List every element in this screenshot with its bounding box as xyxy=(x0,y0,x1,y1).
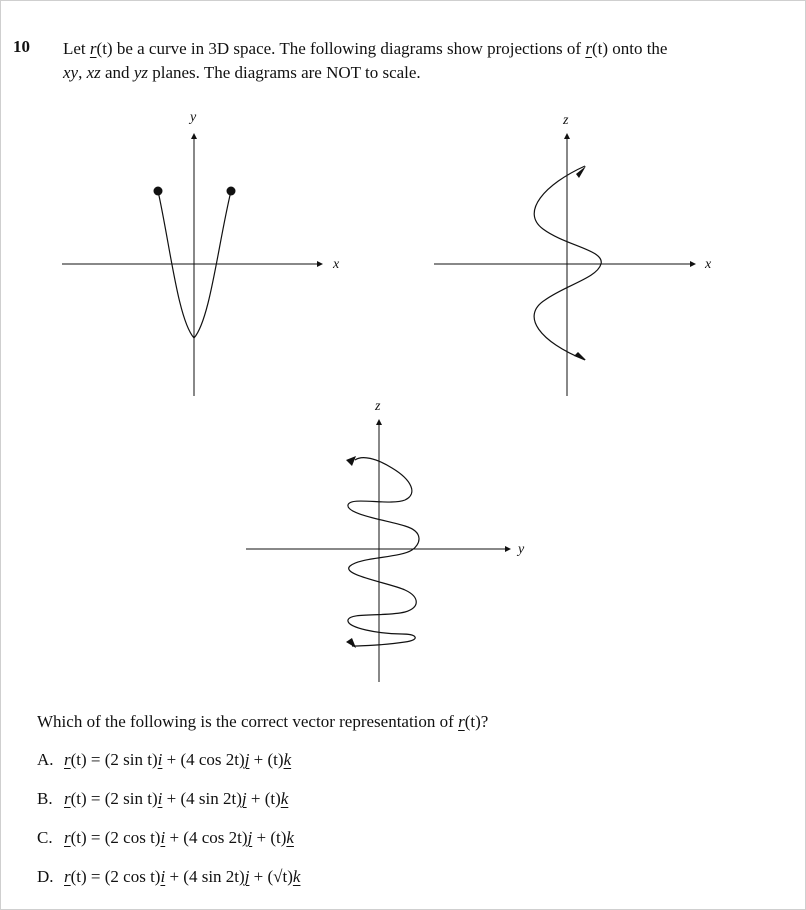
option-d-letter: D. xyxy=(37,867,54,886)
option-a-letter: A. xyxy=(37,750,54,769)
option-a[interactable]: A. r(t) = (2 sin t)i + (4 cos 2t)j + (t)k xyxy=(37,750,292,769)
yz-projection xyxy=(246,420,510,682)
yz-y-label: y xyxy=(518,542,525,557)
question-number: 10 xyxy=(13,37,30,56)
option-c-letter: C. xyxy=(37,828,53,847)
xz-arrow-bottom xyxy=(574,352,586,360)
xy-endpoint-left xyxy=(154,187,163,196)
yz-arrow-top xyxy=(346,456,356,466)
option-d[interactable]: D. r(t) = (2 cos t)i + (4 sin 2t)j + (√t)k xyxy=(37,867,301,886)
xz-projection xyxy=(434,134,695,396)
xy-endpoint-right xyxy=(227,187,236,196)
option-b[interactable]: B. r(t) = (2 sin t)i + (4 sin 2t)j + (t)k xyxy=(37,789,289,808)
question-prompt: Which of the following is the correct vector representation of r(t)? xyxy=(37,712,489,731)
xy-projection xyxy=(62,134,322,396)
xy-y-label: y xyxy=(190,110,197,125)
question-stem: Let r(t) be a curve in 3D space. The following diagrams show projections of r(t) onto the xy, xz and yz planes. The diagrams are NOT to scale. xyxy=(63,39,668,82)
yz-helix-curve xyxy=(348,458,419,646)
xz-z-label: z xyxy=(563,113,569,128)
yz-arrow-bottom xyxy=(346,638,356,648)
option-b-letter: B. xyxy=(37,789,53,808)
xy-x-label: x xyxy=(333,257,340,272)
option-c[interactable]: C. r(t) = (2 cos t)i + (4 cos 2t)j + (t)k xyxy=(37,828,294,847)
sqrt-t: √t xyxy=(273,867,288,886)
xz-x-label: x xyxy=(705,257,712,272)
yz-z-label: z xyxy=(375,399,381,414)
xz-wave-curve xyxy=(534,166,601,360)
